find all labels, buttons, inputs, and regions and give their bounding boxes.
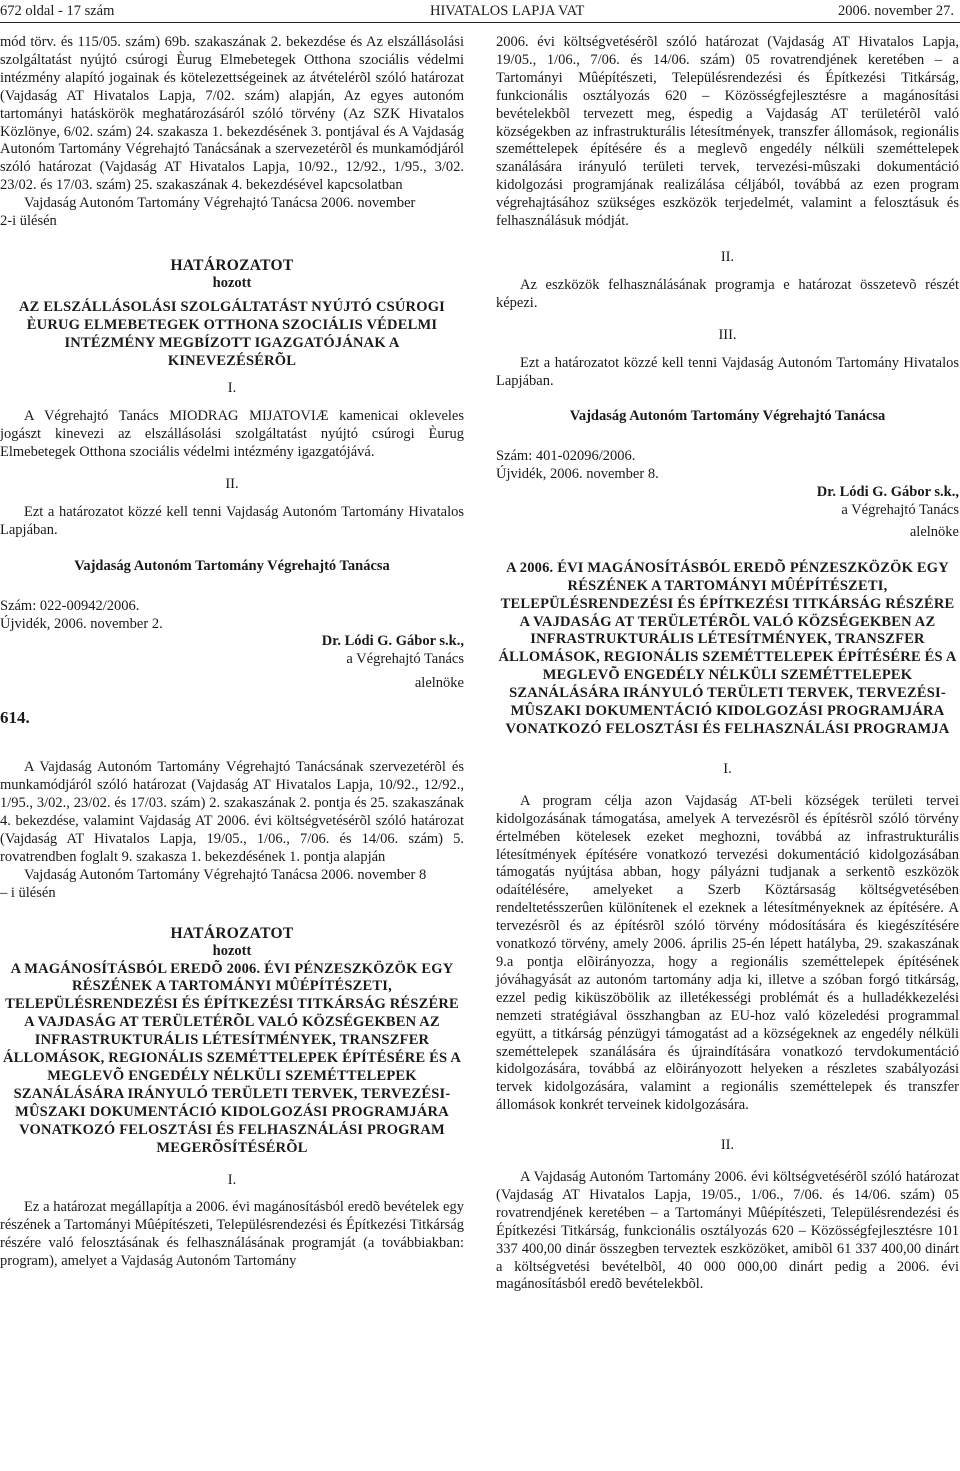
session-date-line: 2-i ülésén xyxy=(0,213,57,230)
left-column xyxy=(0,34,464,1271)
section-heading: II. xyxy=(225,476,239,493)
section-heading: II. xyxy=(720,1137,735,1154)
decision-title-2: HATÁROZATOT xyxy=(170,924,294,942)
header-rule xyxy=(0,22,960,23)
place-date: Újvidék, 2006. november 2. xyxy=(0,615,163,632)
section-heading: I. xyxy=(227,1171,237,1188)
session-date-line-2: – i ülésén xyxy=(0,884,56,901)
program-title: A 2006. ÉVI MAGÁNOSÍTÁSBÓL EREDÕ PÉNZESZKÖZÖK EGY RÉSZÉNEK A TARTOMÁNYI MÛÉPÍTÉSZETI, TELEPÜLÉSRENDEZÉSI ÉS ÉPÍTKEZÉSI TITKÁRSÁG RÉSZÉRE A VAJDASÁG AT TERÜLETÉRÕL VALÓ KÖZSÉGEKBEN AZ INFRASTRUKTURÁLIS LÉTESÍTMÉNYEK, TRANSZFER ÁLLOMÁSOK, REGIONÁLIS SZEMÉTTELEPEK ÉPÍTÉSÉRE ÉS A MEGLEVÕ ENGEDÉLY NÉLKÜLI SZEMÉTTELEPEK SZANÁLÁSÁRA IRÁNYULÓ TERÜLETI TERVEK, TERVEZÉSI-MÛSZAKI DOKUMENTÁCIÓ KIDOLGOZÁSI PROGRAMJÁRA VONATKOZÓ FELOSZTÁSI ÉS FELHASZNÁLÁSI PROGRAMJA xyxy=(498,559,957,737)
signer-role: a Végrehajtó Tanács xyxy=(346,651,464,668)
signer-role: a Végrehajtó Tanács xyxy=(841,502,959,519)
section-text: Ezt a határozatot közzé kell tenni Vajdaság Autonóm Tartomány Hivatalos Lapjában. xyxy=(0,503,464,538)
place-date: Újvidék, 2006. november 8. xyxy=(496,466,659,483)
page-number: 672 oldal - 17 szám xyxy=(0,3,115,19)
decision-hozott: hozott xyxy=(212,274,252,291)
signer-name: Dr. Lódi G. Gábor s.k., xyxy=(816,484,959,501)
intro-paragraph-2: A Vajdaság Autonóm Tartomány Végrehajtó Tanácsának szervezetérõl és munkamódjáról szóló határozat (Vajdaság AT Hivatalos Lapja, 10/92., 12/92., 1/95., 3/02., 23/02. és 17/03. szám) 2. szakaszának 2. pontja és 25. szakaszának 4. bekezdése, valamint Vajdaság AT 2006. évi költségvetésérõl szóló határozat (Vajdaság AT Hivatalos Lapja, 19/05., 1/06., 7/06. és 14/06. szám) 5. rovatrendben foglalt 9. szakasza 1. bekezdésének 1. pontja alapján xyxy=(0,759,464,865)
decision-subject-2: A MAGÁNOSÍTÁSBÓL EREDÕ 2006. ÉVI PÉNZESZKÖZÖK EGY RÉSZÉNEK A TARTOMÁNYI MÛÉPÍTÉSZETI, TELEPÜLÉSRENDEZÉSI ÉS ÉPÍTKEZÉSI TITKÁRSÁG RÉSZÉRE A VAJDASÁG AT TERÜLETÉRÕL VALÓ KÖZSÉGEKBEN AZ INFRASTRUKTURÁLIS LÉTESÍTMÉNYEK, TRANSZFER ÁLLOMÁSOK, REGIONÁLIS SZEMÉTTELEPEK ÉPÍTÉSÉRE ÉS A MEGLEVÕ ENGEDÉLY NÉLKÜLI SZEMÉTTELEPEK SZANÁLÁSÁRA IRÁNYULÓ TERÜLETI TERVEK, TERVEZÉSI-MÛSZAKI DOKUMENTÁCIÓ KIDOLGOZÁSI PROGRAMJÁRA VONATKOZÓ FELOSZTÁSI ÉS FELHASZNÁLÁSI PROGRAM MEGERÕSÍTÉSÉRÕL xyxy=(2,960,461,1156)
item-number: 614. xyxy=(0,708,30,728)
section-text: A Vajdaság Autonóm Tartomány 2006. évi költségvetésérõl szóló határozat (Vajdaság AT Hivatalos Lapja, 19/05., 1/06., 7/06. és 14/06. szám) 05 rovatrendjének keretében – a Tartományi Mûépítészeti, Településrendezési és Építkezési Titkárság, funkcionális osztályozás 620 – Közösségfejlesztésre 101 337 400,00 dinár összegben terveztek eszközöket, amibõl 61 337 400,00 dinárt a költségvetési bevételbõl, 40 000 000,00 dinárt pedig a 2006. évi magánosításból eredõ bevételekbõl. xyxy=(496,1169,959,1293)
right-column xyxy=(496,34,959,1294)
intro-paragraph: mód törv. és 115/05. szám) 69b. szakaszának 2. bekezdése és Az elszállásolási szolgáltatást nyújtó csúrogi Èurug Elmebetegek Otthona szociális védelmi intézmény alapító jogainak és kötelezettségeinek az átvételérõl szóló határozat (Vajdaság AT Hivatalos Lapja, 7/02. szám) alapján, Az egyes autonóm tartományi hatáskörök meghatározásáról szóló törvény (Az SZK Hivatalos Közlönye, 6/02. szám) 24. szakasza 1. bekezdésének 3. pontjával és A Vajdaság Autonóm Tartomány Végrehajtó Tanácsának a szervezetérõl és munkamódjáról szóló határozat (Vajdaság AT Hivatalos Lapja, 10/92., 12/92., 1/95., 3/02. 23/02. és 17/03. szám) 25. szakaszának 4. bekezdésével kapcsolatban xyxy=(0,34,464,194)
section-heading: II. xyxy=(720,248,735,265)
signer-name: Dr. Lódi G. Gábor s.k., xyxy=(321,633,464,650)
signature-block xyxy=(496,484,959,542)
section-heading: I. xyxy=(227,380,237,397)
section-text: A program célja azon Vajdaság AT-beli községek területi tervei kidolgozásának támogatása, amelyek A tervezésrõl és építésrõl szóló törvény értelmében kötelesek ezeket meghozni, továbbá az infrastrukturális létesítmények építésére vonatkozó tervezési dokumentáció kidolgozásában támogatás nyújtása abban, hogy pályázni tudjanak a serkentõ eszközök odaítélésére, amelyeket a Szerb Köztársaság költségvetésében rendeltetésszerûen különítenek el ezeknek a létesítményeknek az építésére. A tervezésrõl és az építésrõl szóló törvény módosítására és kiegészítésére vonatkozó törvény, amely 2006. április 25-én lépett hatályba, 29. szakaszának 9.a pontja elõirányozza, hogy a regionális szeméttelepek építésének jóváhagyását az autonóm tartomány adja ki, illetve a szóban forgó titkárság, ezzel pedig kiküszöbölik az illetékességi problémát és a hulladékkezelési nemzeti stratégiával összhangban az EU-hoz való közeledési programmal együtt, a titkárság pénzügyi támogatást ad a községeknek az engedély nélküli szeméttelepek szanálására és újraindítására vonatkozó tervdokumentáció kidolgozására, továbbá az elõirányozott helyeken a részletes szabályozási tervek kidolgozására, valamint a regionális szeméttelepek és transzfer állomások konkrét terveinek kidolgozására. xyxy=(496,792,959,1114)
document-number: Szám: 022-00942/2006. xyxy=(0,597,140,614)
signer-organization: Vajdaság Autonóm Tartomány Végrehajtó Tanácsa xyxy=(74,557,390,574)
decision-hozott-2: hozott xyxy=(212,942,252,959)
section-text: A Végrehajtó Tanács MIODRAG MIJATOVIÆ kamenicai okleveles jogászt kinevezi az elszállásolási szolgáltatást nyújtó csúrogi Èurug Elmebetegek Otthona szociális védelmi intézmény igazgatójává. xyxy=(0,408,464,461)
continued-paragraph: 2006. évi költségvetésérõl szóló határozat (Vajdaság AT Hivatalos Lapja, 19/05., 1/06., 7/06. és 14/06. szám) 05 rovatrendjének keretében – a Tartományi Mûépítészeti, Településrendezési és Építkezési Titkárság, funkcionális osztályozás 620 – Közösségfejlesztésre a magánosítási bevételekbõl tervezett meg, éspedig a Vajdaság AT területérõl való községekben az infrastrukturális létesítmények, transzfer állomások, regionális szeméttelepek építésére és a meglevõ engedély nélküli szeméttelepek szanálására irányuló területi tervek, tervezési-mûszaki dokumentáció kidolgozási programjának realizálása céljából, továbbá az ezen program végrehajtásához szükséges eszközök terjedelmét, valamint a felosztásuk és felhasználásuk módját. xyxy=(496,34,959,230)
section-heading: III. xyxy=(718,326,737,343)
page-header xyxy=(0,0,960,22)
document-number: Szám: 401-02096/2006. xyxy=(496,448,636,465)
signer-title: alelnöke xyxy=(909,523,959,540)
signature-block xyxy=(0,633,464,733)
section-heading: I. xyxy=(723,760,732,777)
council-line-2: Vajdaság Autonóm Tartomány Végrehajtó Tanácsa 2006. november 8 xyxy=(24,866,427,883)
issue-date: 2006. november 27. xyxy=(838,3,954,19)
section-text: Ez a határozat megállapítja a 2006. évi magánosításból eredõ bevételek egy részének a Tartományi Mûépítészeti, Településrendezési és Építkezési Titkárság részére való felosztásának és felhasználásának programját (a továbbiakban: program), amelyet a Vajdaság Autonóm Tartomány xyxy=(0,1199,464,1270)
section-text: Az eszközök felhasználásának programja e határozat összetevõ részét képezi. xyxy=(496,276,959,311)
signer-organization: Vajdaság Autonóm Tartomány Végrehajtó Tanácsa xyxy=(569,408,886,425)
decision-subject: AZ ELSZÁLLÁSOLÁSI SZOLGÁLTATÁST NYÚJTÓ CSÚROGI ÈURUG ELMEBETEGEK OTTHONA SZOCIÁLIS VÉDELMI INTÉZMÉNY MEGBÍZOTT IGAZGATÓJÁNAK A KINEVEZÉSÉRÕL xyxy=(18,298,446,369)
council-line: Vajdaság Autonóm Tartomány Végrehajtó Tanácsa 2006. november xyxy=(24,195,416,212)
signer-title: alelnöke xyxy=(414,675,464,692)
publication-title: HIVATALOS LAPJA VAT xyxy=(430,3,585,19)
decision-title: HATÁROZATOT xyxy=(170,256,294,274)
section-text: Ezt a határozatot közzé kell tenni Vajdaság Autonóm Tartomány Hivatalos Lapjában. xyxy=(496,354,959,389)
